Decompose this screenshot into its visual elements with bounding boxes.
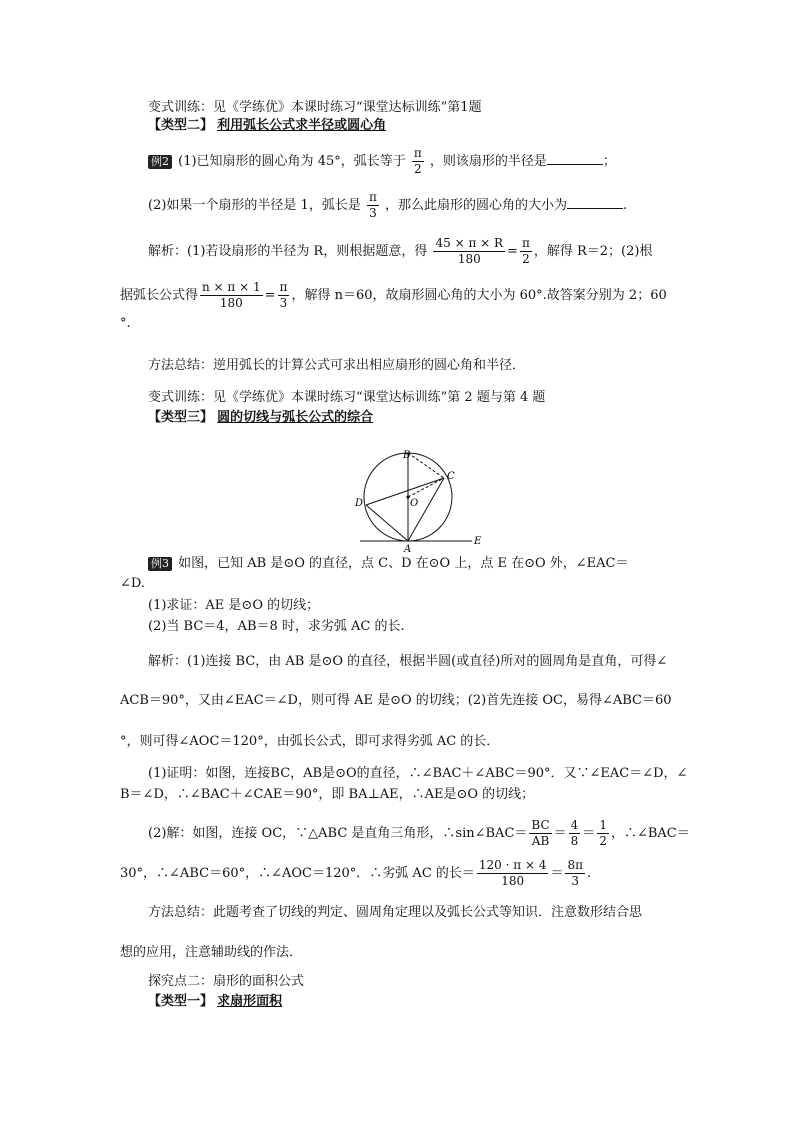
type3-title: 圆的切线与弧长公式的综合 <box>217 410 374 425</box>
ex2-q1-text-a: (1)已知扇形的圆心角为 45°，弧长等于 <box>178 154 406 169</box>
proof2-fraction-5: $\frac{8\pi}{3}$ <box>567 858 584 888</box>
proof2-text-a: (2)解：如图，连接 OC，∵△ABC 是直角三角形，∴sin∠BAC＝ <box>148 826 528 841</box>
example3-tag: 例3 <box>148 557 172 571</box>
example3-q1: (1)求证：AE 是⊙O 的切线； <box>148 598 320 613</box>
proof2-fraction-3: $\frac{1}{2}$ <box>599 818 607 848</box>
proof2-text-b: ，∴∠BAC＝ <box>610 826 690 841</box>
type1-tag: 【类型一】 <box>148 994 214 1009</box>
solution2-line3: °. <box>120 316 131 331</box>
proof1-line1: (1)证明：如图，连接BC，AB是⊙O的直径，∴∠BAC＋∠ABC＝90°．又∵∠EAC＝∠D，∠ <box>148 766 688 781</box>
sol2-fraction-3: $\frac{n \times \pi \times 1}{180}$ <box>202 280 261 310</box>
explore-point-2: 探究点二：扇形的面积公式 <box>148 974 305 989</box>
example2-q2 <box>148 190 627 221</box>
ex2-q1-text-c: ； <box>602 154 616 169</box>
label-c: C <box>447 471 455 482</box>
variant-training-2: 变式训练：见《学练优》本课时练习“课堂达标训练”第 2 题与第 4 题 <box>148 390 546 405</box>
ex3-text-a: 如图，已知 AB 是⊙O 的直径，点 C、D 在⊙O 上，点 E 在⊙O 外，∠EAC＝ <box>178 556 629 571</box>
example2-tag: 例2 <box>148 155 172 169</box>
answer-blank-1 <box>547 152 603 165</box>
answer-blank-2 <box>567 196 623 209</box>
ex2-q2-text-b: ，那么此扇形的圆心角的大小为 <box>385 198 568 213</box>
example2-q1 <box>148 146 616 177</box>
sol2-fraction-1: $\frac{45 \times \pi \times R}{180}$ <box>435 236 504 266</box>
label-d: D <box>355 498 364 509</box>
proof2-fraction-1: $\frac{BC}{AB}$ <box>531 818 550 848</box>
sol2-text-a: 解析：(1)若设扇形的半径为 R，则根据题意，得 <box>148 244 428 259</box>
ex2-q2-fraction: $\frac{\pi}{3}$ <box>368 190 377 220</box>
type2-heading <box>148 118 386 134</box>
solution3-line2: ACB＝90°，又由∠EAC＝∠D，则可得 AE 是⊙O 的切线；(2)首先连接 OC，易得∠ABC＝60 <box>120 693 672 708</box>
sol2-eq-2: = <box>264 288 276 303</box>
method-summary-2-line2: 想的应用，注意辅助线的作法． <box>120 945 303 960</box>
ex2-q1-fraction: $\frac{\pi}{2}$ <box>413 146 422 176</box>
ex2-q2-text-a: (2)如果一个扇形的半径是 1，弧长是 <box>148 198 361 213</box>
proof2-fraction-4: $\frac{120 \cdot \pi \times 4}{180}$ <box>478 858 547 888</box>
example3-line1 <box>148 556 629 572</box>
proof2-text-c: 30°，∴∠ABC＝60°，∴∠AOC＝120°．∴劣弧 AC 的长＝ <box>120 866 475 881</box>
sol2-text-b: ，解得 R＝2；(2)根 <box>533 244 653 259</box>
solution3-line3: °，则可得∠AOC＝120°，由弧长公式，即可求得劣弧 AC 的长． <box>120 734 500 749</box>
type1-title: 求扇形面积 <box>217 994 283 1009</box>
proof2-text-d: . <box>587 866 592 881</box>
example3-q2: (2)当 BC＝4，AB＝8 时，求劣弧 AC 的长. <box>148 619 405 634</box>
solution2-line1 <box>148 236 652 267</box>
method-summary-1: 方法总结：逆用弧长的计算公式可求出相应扇形的圆心角和半径． <box>148 358 526 373</box>
sol2-fraction-4: $\frac{\pi}{3}$ <box>279 280 288 310</box>
label-b: B <box>403 450 411 461</box>
sol2-fraction-2: $\frac{\pi}{2}$ <box>521 236 530 266</box>
ex2-q1-text-b: ，则该扇形的半径是 <box>429 154 547 169</box>
method-summary-2-line1: 方法总结：此题考查了切线的判定、圆周角定理以及弧长公式等知识．注意数形结合思 <box>148 905 643 920</box>
segment-dc <box>366 478 444 505</box>
type2-title: 利用弧长公式求半径或圆心角 <box>217 118 387 133</box>
variant-training-1: 变式训练：见《学练优》本课时练习“课堂达标训练”第1题 <box>148 100 482 115</box>
sol2-text-d: ，解得 n＝60，故扇形圆心角的大小为 60°.故答案分别为 2；60 <box>291 288 667 303</box>
solution2-line2 <box>120 280 667 311</box>
label-e: E <box>474 536 482 547</box>
label-o: O <box>410 498 419 509</box>
proof2-fraction-2: $\frac{4}{8}$ <box>570 818 579 848</box>
type2-tag: 【类型二】 <box>148 118 214 133</box>
type3-heading <box>148 410 373 426</box>
sol2-text-c: 据弧长公式得 <box>120 288 199 303</box>
sol2-eq-1: = <box>507 244 518 259</box>
proof1-line2: B＝∠D，∴∠BAC＋∠CAE＝90°，即 BA⊥AE，∴AE是⊙O 的切线； <box>120 787 535 802</box>
example3-line2: ∠D. <box>120 576 145 591</box>
type1-heading <box>148 994 282 1010</box>
circle-tangent-figure <box>350 448 490 553</box>
proof2-line1: (2)解：如图，连接 OC，∵△ABC 是直角三角形，∴sin∠BAC＝ $\frac{BC}{AB}$ ＝ $\frac{4}{8}$ ＝ $\frac{1}{2}$ ，∴∠BAC＝ <box>148 818 690 848</box>
type3-tag: 【类型三】 <box>148 410 214 425</box>
proof2-line2: 30°，∴∠ABC＝60°，∴∠AOC＝120°．∴劣弧 AC 的长＝ $\frac{120 \cdot \pi \times 4}{180}$ ＝ $\frac{8\pi}{3}$ . <box>120 858 592 888</box>
ex2-q2-text-c: . <box>623 198 628 213</box>
solution3-line1: 解析：(1)连接 BC，由 AB 是⊙O 的直径，根据半圆(或直径)所对的圆周角是直角，可得∠ <box>148 654 668 669</box>
label-a: A <box>404 544 412 553</box>
